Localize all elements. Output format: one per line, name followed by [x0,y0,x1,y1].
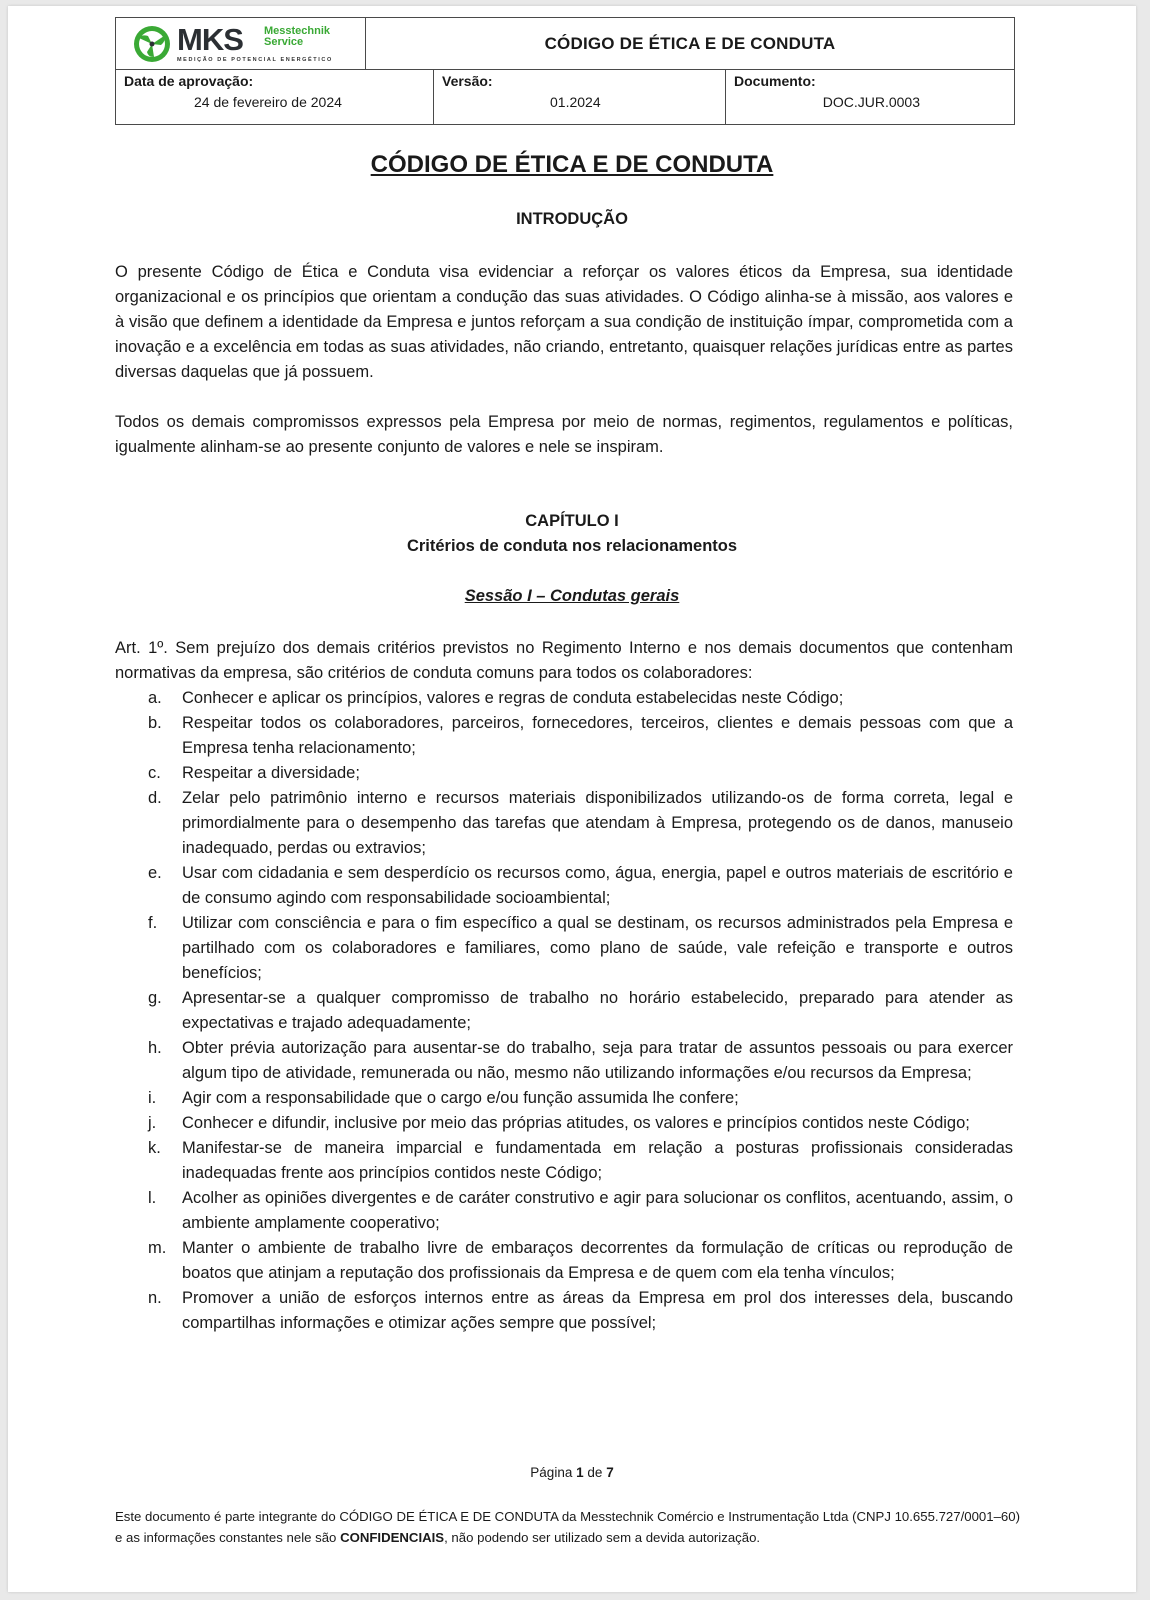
document-id-label: Documento: [734,73,816,89]
logo-sub-line1: Messtechnik [264,25,331,37]
page-current: 1 [576,1465,584,1480]
page-total: 7 [606,1465,614,1480]
turbine-icon [132,24,172,64]
list-item-text: Manter o ambiente de trabalho livre de embaraços decorrentes da formulação de críticas ou reprodução de boatos que atinjam a reputação dos profissionais da Empresa e de quem com ela tenha vínculos; [182,1239,1013,1282]
header-meta-row [116,70,1014,124]
list-item [115,711,1013,761]
logo-sub-line2: Service [264,36,304,48]
page-of: de [587,1465,603,1480]
list-item-text: Obter prévia autorização para ausentar-se do trabalho, seja para tratar de assuntos pessoais ou para exercer algum tipo de atividade, remunerada ou não, mesmo não utilizando informações e/ou recursos da Empresa; [182,1039,1013,1082]
list-item-letter: h. [148,1039,162,1057]
list-item [115,911,1013,986]
intro-paragraph-2: Todos os demais compromissos expressos pela Empresa por meio de normas, regimentos, regulamentos e políticas, igualmente alinham-se ao presente conjunto de valores e nele se inspiram. [115,413,1013,456]
list-item-text: Promover a união de esforços internos entre as áreas da Empresa em prol dos interesses dela, buscando compartilhas informações e otimizar ações sempre que possível; [182,1289,1013,1332]
list-item-text: Manifestar-se de maneira imparcial e fundamentada em relação a posturas profissionais consideradas inadequadas frente aos princípios contidos neste Código; [182,1139,1013,1182]
list-item [115,1086,1013,1111]
list-item [115,1186,1013,1236]
footer-text-2: , não podendo ser utilizado sem a devida autorização. [444,1530,761,1545]
page-number [8,1465,1136,1480]
intro-paragraph-1: O presente Código de Ética e Conduta visa evidenciar a reforçar os valores éticos da Empresa, sua identidade organizacional e os princípios que orientam a condução das suas atividades. O Código alinha-se à missão, aos valores e à visão que definem a identidade da Empresa e juntos reforçam a sua condição de instituição ímpar, comprometida com a inovação e a excelência em todas as suas atividades, não criando, entretanto, quaisquer relações jurídicas entre as partes diversas daquelas que já possuem. [115,263,1013,381]
list-item [115,986,1013,1036]
approval-date-cell [116,70,434,124]
document-page [8,6,1136,1592]
list-item-letter: d. [148,789,162,807]
list-item-text: Apresentar-se a qualquer compromisso de trabalho no horário estabelecido, preparado para atender as expectativas e trajado adequadamente; [182,989,1013,1032]
confidentiality-footer [115,1506,1020,1548]
logo-subtitle [264,26,330,48]
company-logo [132,24,352,66]
list-item-letter: e. [148,864,162,882]
list-item [115,761,1013,786]
list-item-letter: c. [148,764,161,782]
version-label: Versão: [442,73,493,89]
list-item [115,686,1013,711]
chapter-title: Critérios de conduta nos relacionamentos [406,537,738,555]
list-item [115,1111,1013,1136]
list-item [115,1286,1013,1336]
logo-tagline: MEDIÇÃO DE POTENCIAL ENERGÉTICO [177,57,333,63]
list-item-text: Acolher as opiniões divergentes e de caráter construtivo e agir para solucionar os conflitos, acentuando, assim, o ambiente amplamente cooperativo; [182,1189,1013,1232]
conduct-criteria-list [115,686,1013,1336]
header-title: CÓDIGO DE ÉTICA E DE CONDUTA [544,33,836,53]
list-item-letter: i. [148,1089,157,1107]
list-item-letter: j. [148,1114,157,1132]
document-title: CÓDIGO DE ÉTICA E DE CONDUTA [370,151,774,178]
intro-heading: INTRODUÇÃO [516,210,628,228]
list-item [115,1236,1013,1286]
list-item [115,786,1013,861]
list-item [115,1136,1013,1186]
list-item-text: Conhecer e aplicar os princípios, valores e regras de conduta estabelecidas neste Código; [182,689,844,707]
list-item-text: Respeitar a diversidade; [182,764,360,782]
list-item-text: Agir com a responsabilidade que o cargo e/ou função assumida lhe confere; [182,1089,739,1107]
list-item-letter: a. [148,689,162,707]
version-cell [434,70,726,124]
footer-text-1: Este documento é parte integrante do CÓDIGO DE ÉTICA E DE CONDUTA da Messtechnik Comércio e Instrumentação Ltda (CNPJ 10.655.727/0001–60) e as informações constantes nele são [115,1509,1020,1545]
section-title: Sessão I – Condutas gerais [464,587,680,605]
list-item-text: Usar com cidadania e sem desperdício os recursos como, água, energia, papel e outros materiais de escritório e de consumo agindo com responsabilidade socioambiental; [182,864,1013,907]
version-value: 01.2024 [550,94,601,110]
list-item-letter: m. [148,1239,167,1257]
list-item-text: Conhecer e difundir, inclusive por meio das próprias atitudes, os valores e princípios contidos neste Código; [182,1114,970,1132]
footer-confidential: CONFIDENCIAIS [340,1530,445,1545]
list-item [115,861,1013,911]
logo-cell [116,18,366,69]
chapter-number: CAPÍTULO I [525,512,619,530]
list-item-text: Respeitar todos os colaboradores, parceiros, fornecedores, terceiros, clientes e demais pessoas com que a Empresa tenha relacionamento; [182,714,1013,757]
list-item-letter: k. [148,1139,161,1157]
list-item [115,1036,1013,1086]
approval-date-label: Data de aprovação: [124,73,254,89]
list-item-text: Zelar pelo patrimônio interno e recursos materiais disponibilizados utilizando-os de forma correta, legal e primordialmente para o desempenho das tarefas que atendam à Empresa, protegendo os de danos, manuseio inadequado, perdas ou extravios; [182,789,1013,857]
list-item-letter: l. [148,1189,157,1207]
list-item-letter: b. [148,714,162,732]
header-top-row [116,18,1014,70]
approval-date-value: 24 de fevereiro de 2024 [194,94,342,110]
list-item-text: Utilizar com consciência e para o fim específico a qual se destinam, os recursos administrados pela Empresa e partilhado com os colaboradores e familiares, como plano de saúde, vale refeição e transporte e outros benefícios; [182,914,1013,982]
logo-brand: MKS [177,22,243,57]
document-id-cell [726,70,1014,124]
list-item-letter: g. [148,989,162,1007]
document-id-value: DOC.JUR.0003 [822,94,920,110]
article-1: Art. 1º. Sem prejuízo dos demais critérios previstos no Regimento Interno e nos demais documentos que contenham normativas da empresa, são critérios de conduta comuns para todos os colaboradores: [115,639,1013,682]
page-prefix: Página [530,1465,573,1480]
document-header-table [115,17,1015,125]
list-item-letter: f. [148,914,158,932]
list-item-letter: n. [148,1289,162,1307]
